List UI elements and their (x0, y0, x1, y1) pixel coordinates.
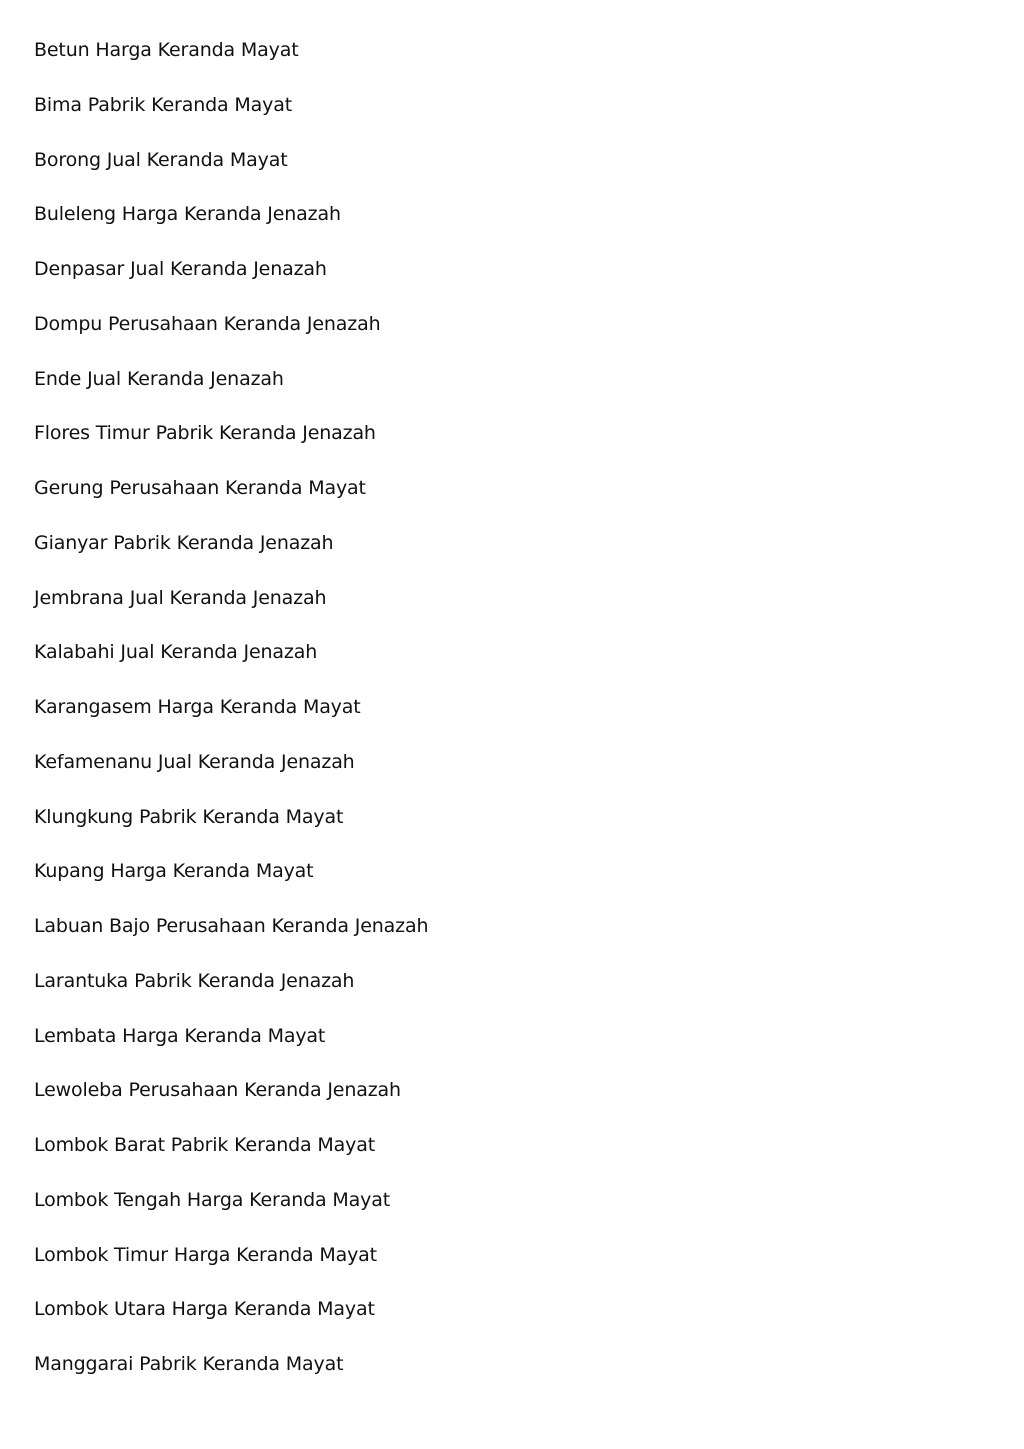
location-link[interactable]: Borong Jual Keranda Mayat (34, 148, 288, 171)
list-item (34, 967, 428, 1022)
list-item (34, 857, 428, 912)
list-item (34, 255, 428, 310)
list-item (34, 693, 428, 748)
location-link[interactable]: Klungkung Pabrik Keranda Mayat (34, 805, 344, 828)
list-item (34, 1186, 428, 1241)
list-item (34, 1350, 428, 1405)
location-link[interactable]: Lombok Tengah Harga Keranda Mayat (34, 1188, 391, 1211)
list-item (34, 638, 428, 693)
list-item (34, 803, 428, 858)
location-link[interactable]: Dompu Perusahaan Keranda Jenazah (34, 312, 381, 335)
list-item (34, 365, 428, 420)
list-item (34, 310, 428, 365)
location-link[interactable]: Kupang Harga Keranda Mayat (34, 860, 314, 883)
list-item (34, 1131, 428, 1186)
location-link[interactable]: Larantuka Pabrik Keranda Jenazah (34, 969, 355, 992)
list-item (34, 146, 428, 201)
location-link[interactable]: Lombok Barat Pabrik Keranda Mayat (34, 1134, 376, 1156)
location-link[interactable]: Kalabahi Jual Keranda Jenazah (34, 641, 318, 664)
list-item (34, 419, 428, 474)
location-link-list (34, 36, 428, 1405)
location-link[interactable]: Manggarai Pabrik Keranda Mayat (34, 1353, 344, 1375)
list-item (34, 91, 428, 146)
location-link[interactable]: Lewoleba Perusahaan Keranda Jenazah (34, 1079, 401, 1102)
location-link[interactable]: Kefamenanu Jual Keranda Jenazah (34, 750, 355, 773)
location-link[interactable]: Lombok Utara Harga Keranda Mayat (34, 1298, 375, 1321)
list-item (34, 529, 428, 584)
location-link[interactable]: Labuan Bajo Perusahaan Keranda Jenazah (34, 915, 429, 937)
location-link[interactable]: Flores Timur Pabrik Keranda Jenazah (34, 422, 376, 445)
list-item (34, 1022, 428, 1077)
list-item (34, 474, 428, 529)
list-item (34, 1076, 428, 1131)
list-item (34, 912, 428, 967)
location-link[interactable]: Jembrana Jual Keranda Jenazah (34, 586, 327, 609)
location-link[interactable]: Gerung Perusahaan Keranda Mayat (34, 477, 366, 499)
list-item (34, 1241, 428, 1296)
list-item (34, 748, 428, 803)
list-item (34, 1295, 428, 1350)
location-link[interactable]: Denpasar Jual Keranda Jenazah (34, 258, 327, 280)
location-link[interactable]: Buleleng Harga Keranda Jenazah (34, 203, 341, 226)
location-link[interactable]: Gianyar Pabrik Keranda Jenazah (34, 531, 334, 554)
list-item (34, 36, 428, 91)
list-item (34, 584, 428, 639)
location-link[interactable]: Lombok Timur Harga Keranda Mayat (34, 1243, 377, 1266)
list-item (34, 200, 428, 255)
location-link[interactable]: Lembata Harga Keranda Mayat (34, 1024, 326, 1047)
location-link[interactable]: Bima Pabrik Keranda Mayat (34, 93, 293, 116)
location-link[interactable]: Ende Jual Keranda Jenazah (34, 367, 284, 390)
location-link[interactable]: Betun Harga Keranda Mayat (34, 39, 299, 61)
location-link[interactable]: Karangasem Harga Keranda Mayat (34, 696, 361, 718)
